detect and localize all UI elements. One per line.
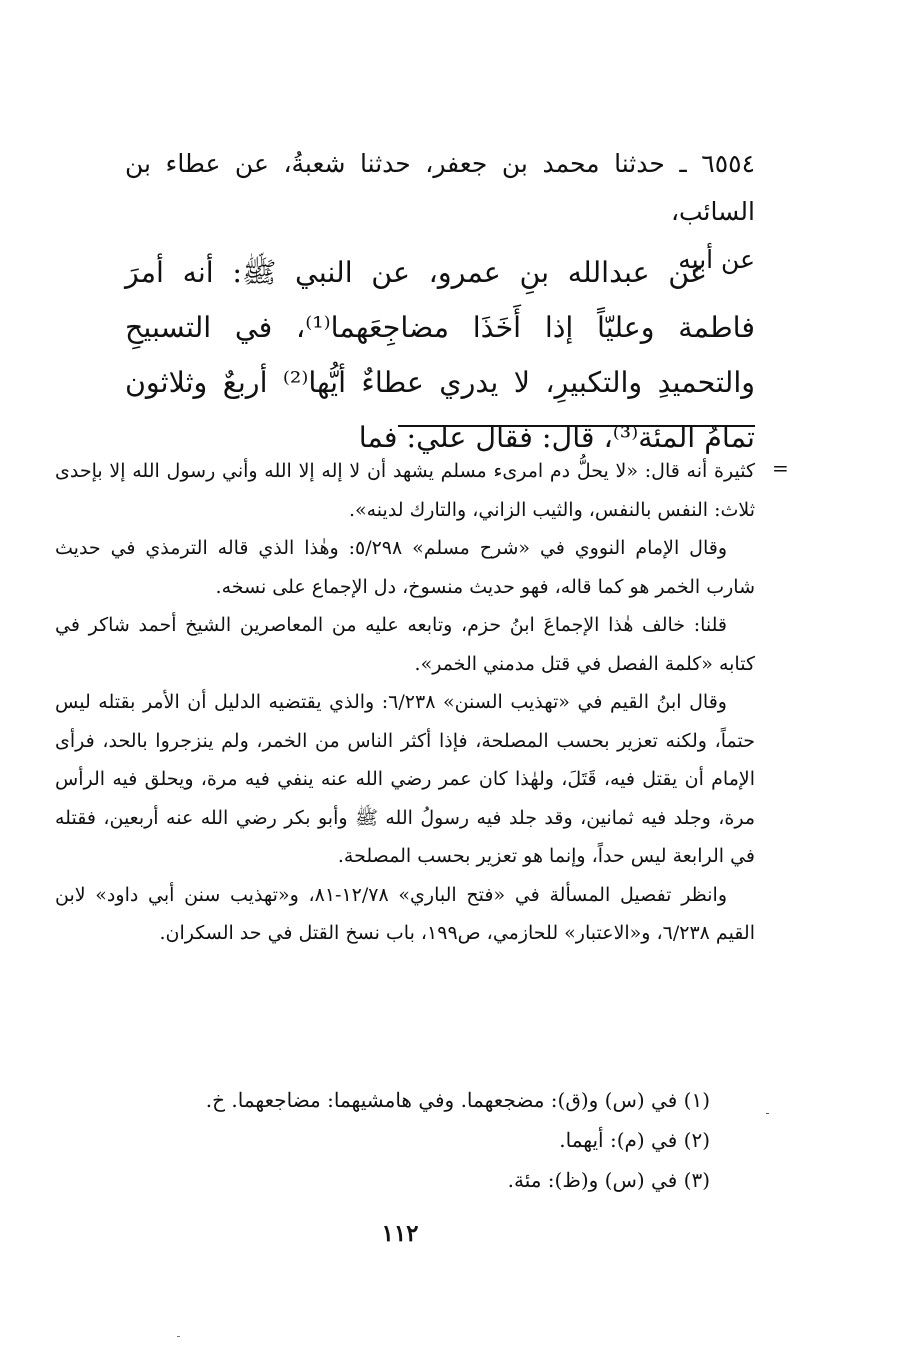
footnotes (55, 1080, 710, 1200)
continuation-mark: = (772, 456, 789, 480)
scan-speck (177, 1336, 180, 1337)
margin-tick (766, 1113, 769, 1114)
footnote: (٣) في (س) و(ظ): مئة. (507, 1168, 710, 1192)
hadith-chain-line: عن أبيه (678, 245, 755, 274)
commentary-paragraph: وقال الإمام النووي في «شرح مسلم» ٥/٢٩٨: وهٰذا الذي قاله الترمذي في حديث شارب الخمر هو كما قاله، فهو حديث منسوخ، دل الإجماع على نسخه. (55, 537, 755, 598)
hadith-chain-line: ٦٥٥٤ ـ حدثنا محمد بن جعفر، حدثنا شعبةُ، عن عطاء بن السائب، (125, 149, 755, 226)
commentary (55, 452, 755, 953)
footnote: (١) في (س) و(ق): مضجعهما. وفي هامشيهما: مضاجعهما. خ. (205, 1088, 710, 1112)
commentary-paragraph: وانظر تفصيل المسألة في «فتح الباري» ١٢/٧٨-٨١، و«تهذيب سنن أبي داود» لابن القيم ٦/٢٣٨، و«الاعتبار» للحازمي، ص١٩٩، باب نسخ القتل في حد السكران. (55, 883, 755, 944)
hadith-matn: عن عبدالله بنِ عمرو، عن النبي ﷺ: أنه أمرَ فاطمة وعليّاً إذا أَخَذَا مضاجِعَهما⁽¹⁾، في التسبيحِ والتحميدِ والتكبيرِ، لا يدري عطاءٌ أيُّها⁽²⁾ أربعٌ وثلاثون تمامُ المئة⁽³⁾، قال: فقال علي: فما (125, 256, 755, 454)
footnote-separator (398, 425, 755, 427)
footnote: (٢) في (م): أيهما. (559, 1128, 710, 1152)
commentary-paragraph: كثيرة أنه قال: «لا يحلُّ دم امرىء مسلم يشهد أن لا إله إلا الله وأني رسول الله إلا بإحدى ثلاث: النفس بالنفس، والثيب الزاني، والتارك لدينه». (55, 460, 755, 521)
commentary-paragraph: قلنا: خالف هٰذا الإجماعَ ابنُ حزم، وتابعه عليه من المعاصرين الشيخ أحمد شاكر في كتابه «كلمة الفصل في قتل مدمني الخمر». (55, 614, 755, 675)
hadith-text (125, 245, 755, 465)
page-number: ١١٢ (381, 1220, 419, 1247)
commentary-paragraph: وقال ابنُ القيم في «تهذيب السنن» ٦/٢٣٨: والذي يقتضيه الدليل أن الأمر بقتله ليس حتماً، ولكنه تعزير بحسب المصلحة، فإذا أكثر الناس من الخمر، ولم ينزجروا بالحد، فرأى الإمام أن يقتل فيه، قَتَلَ، ولهٰذا كان عمر رضي الله عنه ينفي فيه مرة، ويحلق فيه الرأس مرة، وجلد فيه ثمانين، وقد جلد فيه رسولُ الله ﷺ وأبو بكر رضي الله عنه أربعين، فقتله في الرابعة ليس حداً، وإنما هو تعزير بحسب المصلحة. (55, 691, 755, 867)
